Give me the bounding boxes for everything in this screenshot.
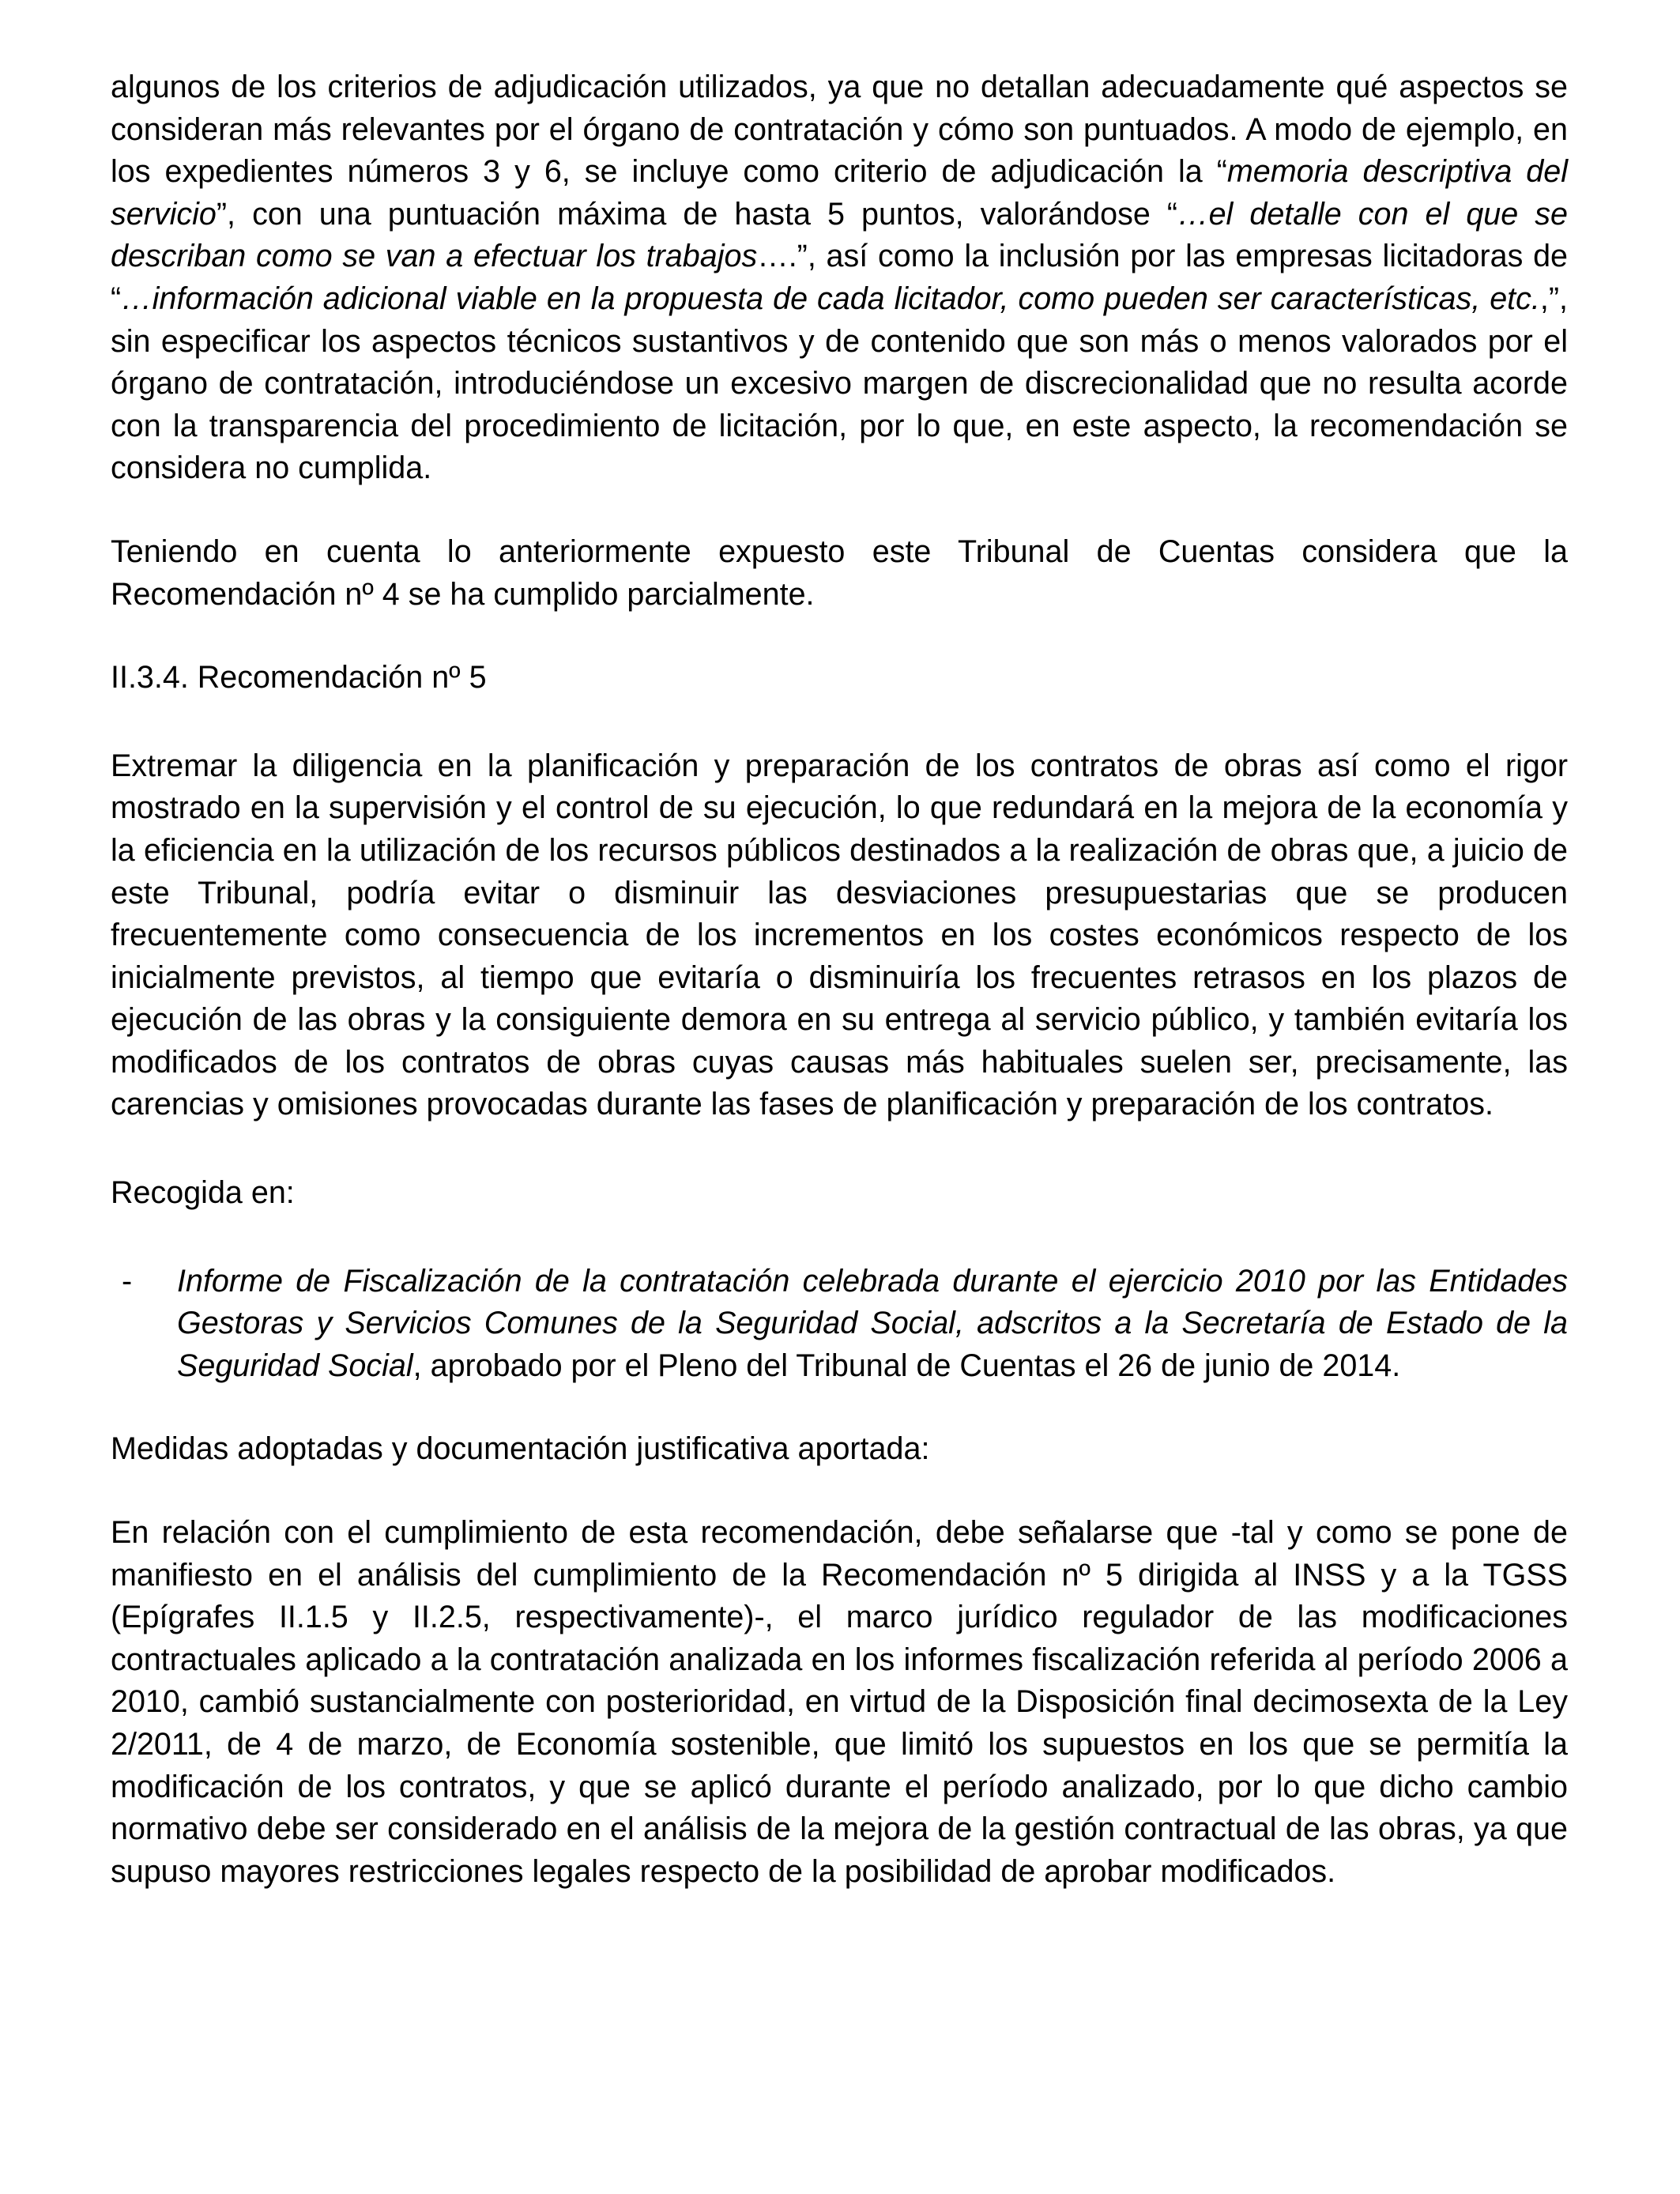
section-heading: II.3.4. Recomendación nº 5 (111, 660, 487, 696)
paragraph-criterios (111, 66, 1568, 490)
paragraph-criterios-text-1: algunos de los criterios de adjudicación utilizados, ya que no detallan adecuadamente qué aspectos se consideran más relevantes por el órgano de contratación y cómo son puntuados. A modo de ejemplo, en los expedientes números 3 y 6, se incluye como criterio de adjudicación la “ (111, 70, 1568, 190)
informe-approval: , aprobado por el Pleno del Tribunal de Cuentas el 26 de junio de 2014. (412, 1348, 1401, 1383)
informe-title: Informe de Fiscalización de la contratación celebrada durante el ejercicio 2010 por las Entidades Gestoras y Servicios Comunes de la Seguridad Social, adscritos a la Secretaría de Estado de la Seguridad Social (177, 1263, 1568, 1383)
paragraph-criterios-text-4: ,”, sin especificar los aspectos técnicos sustantivos y de contenido que son más o menos valorados por el órgano de contratación, introduciéndose un excesivo margen de discrecionalidad que no resulta acorde con la transparencia del procedimiento de licitación, por lo que, en este aspecto, la recomendación se considera no cumplida. (111, 281, 1568, 486)
paragraph-recommendation-text: Extremar la diligencia en la planificación y preparación de los contratos de obras así como el rigor mostrado en la supervisión y el control de su ejecución, lo que redundará en la mejora de la economía y la eficiencia en la utilización de los recursos públicos destinados a la realización de obras que, a juicio de este Tribunal, podría evitar o disminuir las desviaciones presupuestarias que se producen frecuentemente como consecuencia de los incrementos en los costes económicos respecto de los inicialmente previstos, al tiempo que evitaría o disminuiría los frecuentes retrasos en los plazos de ejecución de las obras y la consiguiente demora en su entrega al servicio público, y también evitaría los modificados de los contratos de obras cuyas causas más habituales suelen ser, precisamente, las carencias y omisiones provocadas durante las fases de planificación y preparación de los contratos. (111, 748, 1568, 1122)
recogida-label: Recogida en: (111, 1175, 295, 1211)
quote-informacion-adicional: …información adicional viable en la propuesta de cada licitador, como pueden ser características, etc. (121, 281, 1540, 316)
list-item-informe (111, 1261, 1568, 1388)
paragraph-conclusion-rec4: Teniendo en cuenta lo anteriormente expuesto este Tribunal de Cuentas considera que la Recomendación nº 4 se ha cumplido parcialmente. (111, 533, 1568, 612)
bullet-dash: - (122, 1263, 133, 1299)
paragraph-cumplimiento: En relación con el cumplimiento de esta recomendación, debe señalarse que -tal y como se pone de manifiesto en el análisis del cumplimiento de la Recomendación nº 5 dirigida al INSS y a la TGSS (Epígrafes II.1.5 y II.2.5, respectivamente)-, el marco jurídico regulador de las modificaciones contractuales aplicado a la contratación analizada en los informes fiscalización referida al período 2006 a 2010, cambió sustancialmente con posterioridad, en virtud de la Disposición final decimosexta de la Ley 2/2011, de 4 de marzo, de Economía sostenible, que limitó los supuestos en los que se permitía la modificación de los contratos, y que se aplicó durante el período analizado, por lo que dicho cambio normativo debe ser considerado en el análisis de la mejora de la gestión contractual de las obras, ya que supuso mayores restricciones legales respecto de la posibilidad de aprobar modificados. (111, 1515, 1568, 1889)
list-item-informe-text (177, 1261, 1568, 1388)
document-page (111, 66, 1568, 1893)
medidas-label: Medidas adoptadas y documentación justificativa aportada: (111, 1431, 930, 1467)
paragraph-criterios-text-3: ….”, así como la inclusión por las empresas licitadoras de “ (111, 239, 1569, 316)
quote-detalle-trabajos: …el detalle con el que se describan como se van a efectuar los trabajos (111, 196, 1568, 274)
quote-memoria-descriptiva: memoria descriptiva del servicio (111, 154, 1568, 232)
paragraph-criterios-text-2: ”, con una puntuación máxima de hasta 5 puntos, valorándose “ (216, 196, 1178, 232)
